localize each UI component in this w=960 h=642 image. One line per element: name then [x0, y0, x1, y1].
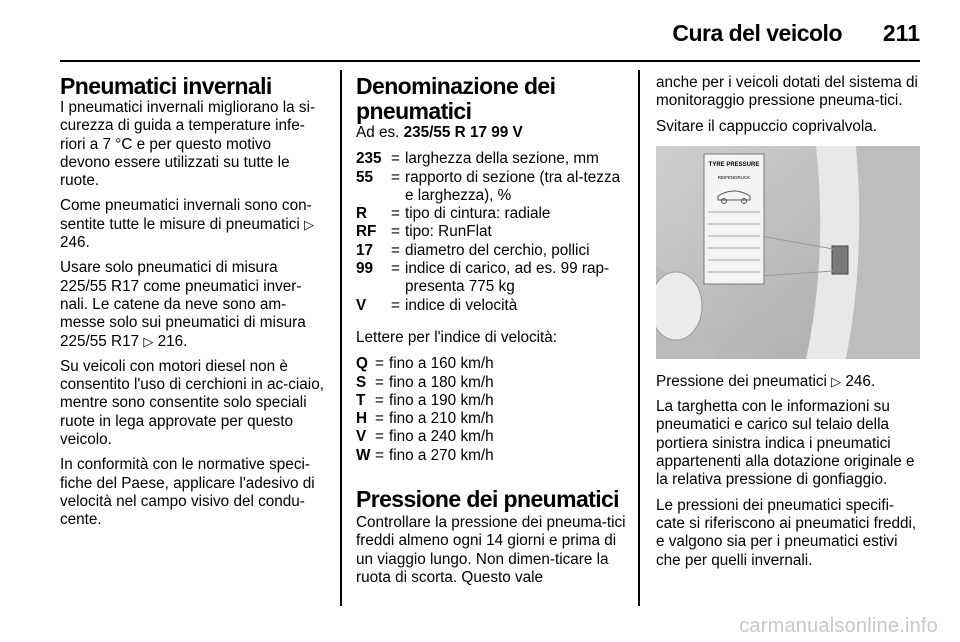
- speed-value: fino a 180 km/h: [389, 373, 494, 391]
- heading-tyre-pressure: Pressione dei pneumatici: [356, 486, 619, 513]
- definition-equals: =: [391, 223, 400, 241]
- paragraph: I pneumatici invernali migliorano la si-curezza di guida a temperature infe-riori a 7 °C e per questo motivo devono essere utilizzati su tutte le ruote.: [60, 99, 316, 190]
- column-winter-tyres: [60, 74, 325, 537]
- definition-value: indice di carico, ad es. 99 rap-presenta 775 kg: [405, 260, 610, 296]
- page-header: [60, 0, 920, 60]
- definition-value: tipo: RunFlat: [405, 223, 492, 241]
- speed-equals: =: [375, 446, 384, 464]
- heading-line: pneumatici: [356, 98, 472, 124]
- definition-equals: =: [391, 150, 400, 168]
- paragraph: anche per i veicoli dotati del sistema di monitoraggio pressione pneuma-tici.: [656, 74, 918, 110]
- definition-equals: =: [391, 296, 400, 314]
- definition-key: 17: [356, 241, 374, 259]
- definition-value: rapporto di sezione (tra al-tezza e larghezza), %: [405, 168, 621, 204]
- small-sticker-shape: [832, 246, 848, 274]
- speed-key: T: [356, 391, 366, 409]
- arrow-ref-icon: ▷: [831, 373, 842, 389]
- header-divider: [60, 60, 920, 62]
- definition-value: diametro del cerchio, pollici: [405, 241, 590, 259]
- speed-row: [356, 410, 626, 428]
- example-line: [356, 124, 626, 142]
- definition-row: [356, 242, 626, 260]
- definition-key: R: [356, 205, 368, 223]
- definition-equals: =: [391, 241, 400, 259]
- column-divider-1: [340, 70, 342, 606]
- speed-key: H: [356, 410, 368, 428]
- speed-equals: =: [375, 373, 384, 391]
- heading-line: Denominazione dei: [356, 73, 556, 99]
- speed-row: [356, 447, 626, 465]
- page-number: 211: [882, 20, 920, 46]
- label-title: TYRE PRESSURE: [708, 161, 760, 168]
- speed-key: S: [356, 373, 367, 391]
- definition-row: [356, 205, 626, 223]
- definition-row: [356, 169, 626, 206]
- speed-row: [356, 355, 626, 373]
- definition-list: [356, 150, 626, 315]
- definition-key: V: [356, 296, 367, 314]
- definition-value: larghezza della sezione, mm: [405, 150, 599, 168]
- speed-row: [356, 392, 626, 410]
- definition-row: [356, 260, 626, 297]
- paragraph: [60, 259, 325, 350]
- paragraph-text: Pressione dei pneumatici: [656, 372, 827, 390]
- definition-value: tipo di cintura: radiale: [405, 205, 551, 223]
- page-reference: 246.: [60, 234, 90, 252]
- tyre-label-enlarged: [704, 154, 764, 284]
- paragraph: Svitare il cappuccio coprivalvola.: [656, 117, 878, 135]
- definition-row: [356, 297, 626, 315]
- section-title: Cura del veicolo: [672, 20, 842, 46]
- definition-equals: =: [391, 205, 400, 223]
- hinge-shape: [656, 272, 702, 340]
- speed-equals: =: [375, 391, 384, 409]
- paragraph: Le pressioni dei pneumatici specifi-cate si riferiscono ai pneumatici freddi, e valgono sia per i pneumatici estivi che per quelli invernali.: [656, 496, 917, 569]
- definition-equals: =: [391, 260, 400, 278]
- speed-equals: =: [375, 410, 384, 428]
- definition-key: 99: [356, 260, 374, 278]
- example-prefix: Ad es.: [356, 124, 400, 141]
- speed-value: fino a 240 km/h: [389, 428, 494, 446]
- definition-key: 235: [356, 150, 382, 168]
- column-pressure-cont: [656, 74, 922, 577]
- page-reference: 216.: [157, 332, 188, 350]
- paragraph: Su veicoli con motori diesel non è consentito l'uso di cerchioni in ac-ciaio, mentre sono consentite solo speciali ruote in lega approvate per questo veicolo.: [60, 357, 324, 449]
- definition-row: [356, 150, 626, 168]
- speed-key: V: [356, 428, 367, 446]
- definition-value: indice di velocità: [405, 296, 518, 314]
- speed-equals: =: [375, 428, 384, 446]
- paragraph: Controllare la pressione dei pneuma-tici freddi almeno ogni 14 giorni e prima di un viaggio lungo. Non dimen-ticare la ruota di scorta. Questo vale: [356, 514, 626, 586]
- speed-equals: =: [375, 355, 384, 373]
- paragraph: La targhetta con le informazioni su pneumatici e carico sul telaio della portiera sinistra indica i pneumatici appartenenti alla dotazione originale e la relativa pressione di gonfiaggio.: [656, 398, 915, 489]
- heading-tyre-designation: [356, 74, 626, 124]
- arrow-ref-icon: ▷: [143, 333, 154, 349]
- definition-equals: =: [391, 168, 400, 186]
- speed-value: fino a 210 km/h: [389, 410, 494, 428]
- column-divider-2: [638, 70, 640, 606]
- speed-key: Q: [356, 355, 368, 373]
- definition-key: 55: [356, 168, 374, 186]
- paragraph: [60, 197, 325, 252]
- paragraph: [656, 373, 922, 391]
- paragraph-text: Come pneumatici invernali sono con-sentite tutte le misure di pneumatici: [60, 197, 312, 233]
- definition-row: [356, 223, 626, 241]
- page-reference: 246.: [845, 372, 876, 390]
- label-subtitle: REIFENDRUCK: [717, 174, 751, 180]
- speed-row: [356, 428, 626, 446]
- paragraph-text: Usare solo pneumatici di misura 225/55 R17 come pneumatici inver-nali. Le catene da neve sono am-messe solo sui pneumatici di misura 225/55 R17: [60, 259, 306, 350]
- paragraph: In conformità con le normative speci-fiche del Paese, applicare l'adesivo di velocità nel campo visivo del condu-cente.: [60, 456, 315, 529]
- heading-winter-tyres: Pneumatici invernali: [60, 73, 272, 99]
- speed-intro: Lettere per l'indice di velocità:: [356, 328, 558, 346]
- arrow-ref-icon: ▷: [304, 216, 315, 232]
- column-tyre-designation: [356, 74, 626, 594]
- definition-key: RF: [356, 223, 377, 241]
- speed-row: [356, 374, 626, 392]
- speed-key: W: [356, 446, 371, 464]
- door-jamb-illustration: [656, 146, 920, 359]
- speed-value: fino a 190 km/h: [389, 391, 494, 409]
- door-jamb-figure: [656, 146, 920, 359]
- example-value: 235/55 R 17 99 V: [403, 124, 523, 141]
- speed-value: fino a 160 km/h: [389, 355, 494, 373]
- speed-list: [356, 355, 626, 465]
- speed-value: fino a 270 km/h: [389, 446, 494, 464]
- watermark: carmanualsonline.info: [739, 615, 938, 637]
